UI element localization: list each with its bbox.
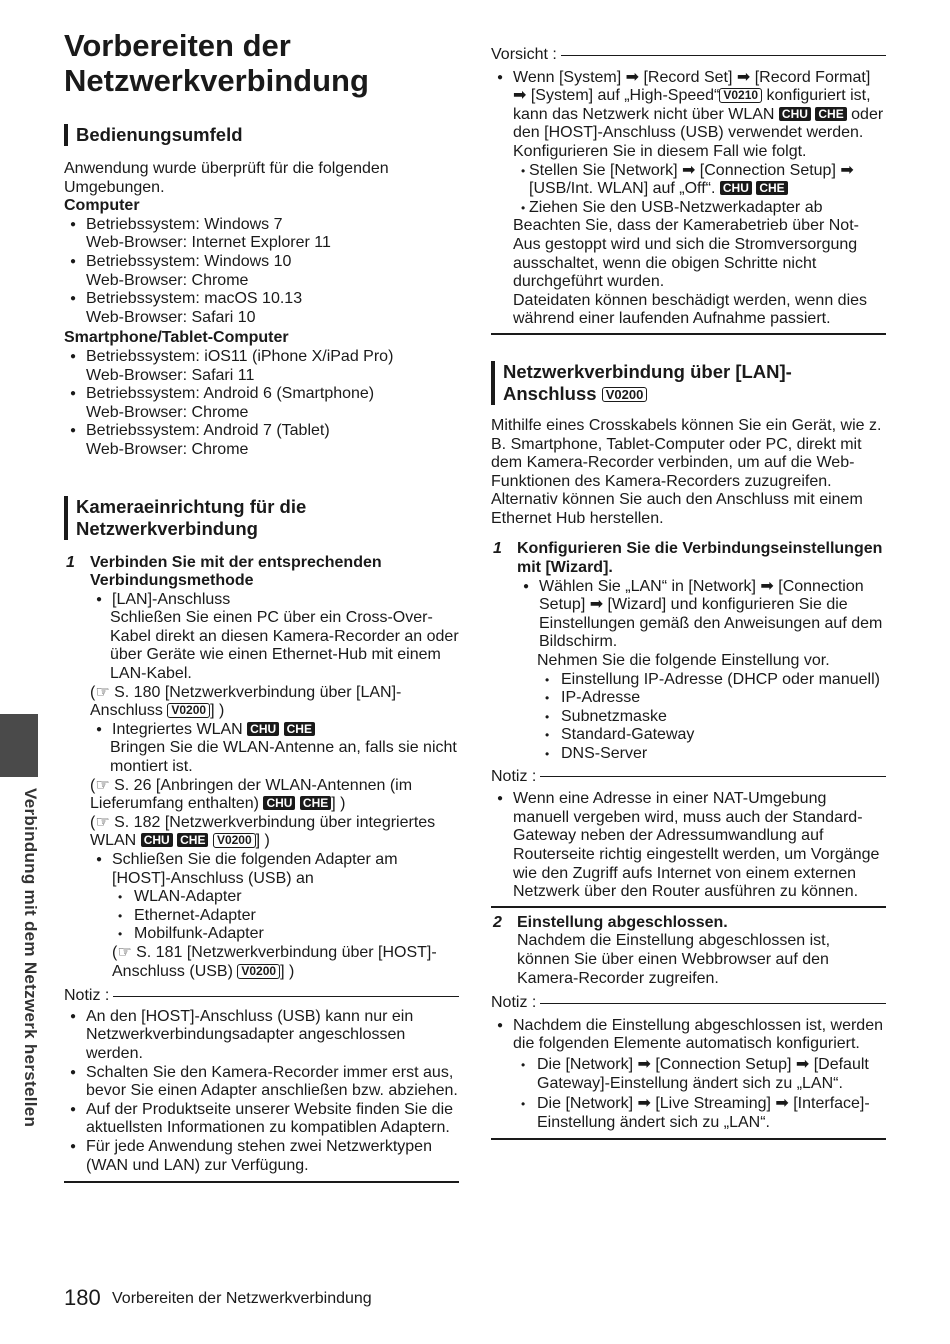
list-item: ● Betriebssystem: macOS 10.13 Web-Browser: Safari 10 <box>64 290 459 327</box>
mobile-list <box>64 348 459 460</box>
step-2-text: Nachdem die Einstellung abgeschlossen ist, können Sie über einen Webbrowser auf den Kamera-Recorder zugreifen. <box>517 932 831 987</box>
left-column <box>64 120 459 1183</box>
chu-badge: CHU <box>720 181 752 195</box>
lan-reference[interactable]: (☞ S. 180 [Netzwerkverbindung über [LAN]-Anschluss V0200 ] ) <box>90 683 402 720</box>
lan-intro: Mithilfe eines Crosskabels können Sie ein Gerät, wie z. B. Smartphone, Tablet-Computer oder PC, direkt mit dem Kamera-Recorder verbinden, um auf die Web-Funktionen des Kamera-Recorders zuzugreifen. Alternativ können Sie auch den Anschluss mit einem Ethernet Hub herstellen. <box>491 416 882 527</box>
section-heading-setup: Kameraeinrichtung für die Netzwerkverbindung <box>64 496 346 540</box>
list-item-host: ● Schließen Sie die folgenden Adapter am [HOST]-Anschluss (USB) an <box>90 851 459 888</box>
v0200-badge: V0200 <box>213 833 256 848</box>
step-1: 1 Verbinden Sie mit der entsprechenden Verbindungsmethode <box>66 553 382 590</box>
note-sub-item: • Die [Network] ➡ [Live Streaming] ➡ [Interface]-Einstellung ändert sich zu „LAN“. <box>513 1095 886 1132</box>
che-badge: CHE <box>300 796 331 810</box>
chapter-label: Verbindung mit dem Netzwerk herstellen <box>21 788 40 1128</box>
divider <box>64 1181 459 1183</box>
che-badge: CHE <box>756 181 787 195</box>
wlan-text: Bringen Sie die WLAN-Antenne an, falls sie nicht montiert ist. <box>110 739 457 776</box>
v0200-badge: V0200 <box>602 387 648 402</box>
list-item: ● Betriebssystem: Android 7 (Tablet) Web-Browser: Chrome <box>64 422 459 459</box>
caution-item: ● Wenn [System] ➡ [Record Set] ➡ [Record Format] ➡ [System] auf „High-Speed“ V0210 konfiguriert ist, kann das Netzwerk nicht über WLAN CHU CHE oder den [HOST]-Anschluss (USB) verwendet werden. Konfigurieren Sie in diesem Fall wie folgt. <box>491 69 886 162</box>
setting-item: • Standard-Gateway <box>537 726 886 745</box>
caution-sub-item: • Ziehen Sie den USB-Netzwerkadapter ab <box>513 199 886 218</box>
notiz-heading: Notiz : <box>491 994 886 1013</box>
wlan-reference-1[interactable]: (☞ S. 26 [Anbringen der WLAN-Antennen (im Lieferumfang enthalten) CHU CHE ] ) <box>90 776 413 813</box>
che-badge: CHE <box>815 107 846 121</box>
note-item: ● Wenn eine Adresse in einer NAT-Umgebung manuell vergeben wird, muss auch der Standard-Gateway neben der Adressumwandlung auf Routerseite richtig eingestellt werden, um Vorgänge wie den Zugriff aufs Internet von einem externen Netzwerk über den Router ausführen zu können. <box>491 790 886 902</box>
step-number: 2 <box>493 913 502 931</box>
chapter-tab <box>0 714 38 777</box>
chu-badge: CHU <box>141 833 173 847</box>
footer-title: Vorbereiten der Netzwerkverbindung <box>112 1290 372 1307</box>
divider <box>491 1138 886 1140</box>
wizard-item: ● Wählen Sie „LAN“ in [Network] ➡ [Connection Setup] ➡ [Wizard] und konfigurieren Sie die Einstellungen gemäß den Anweisungen auf dem Bildschirm. <box>517 578 886 652</box>
setting-item: • DNS-Server <box>537 745 886 764</box>
step-number: 1 <box>493 540 502 558</box>
setting-item: • Subnetzmaske <box>537 708 886 727</box>
note-sub-item: • Die [Network] ➡ [Connection Setup] ➡ [Default Gateway]-Einstellung ändert sich zu „LAN“. <box>513 1056 886 1093</box>
list-item: ● Betriebssystem: Windows 7 Web-Browser: Internet Explorer 11 <box>64 216 459 253</box>
page-number: 180 <box>64 1285 101 1310</box>
divider <box>491 906 886 908</box>
note-item: ● An den [HOST]-Anschluss (USB) kann nur ein Netzwerkverbindungsadapter angeschlossen werden. <box>64 1008 459 1064</box>
list-item-lan: ● [LAN]-Anschluss <box>90 591 459 610</box>
adapter-item: • Ethernet-Adapter <box>110 907 459 926</box>
v0200-badge: V0200 <box>167 703 210 718</box>
mobile-label: Smartphone/Tablet-Computer <box>64 329 289 347</box>
v0200-badge: V0200 <box>237 964 280 979</box>
notiz-heading: Notiz : <box>491 768 886 787</box>
step-1: 1 Konfigurieren Sie die Verbindungseinstellungen mit [Wizard]. <box>493 540 883 577</box>
step-number: 1 <box>66 553 75 571</box>
caution-after-2: Dateidaten können beschädigt werden, wenn dies während einer laufenden Aufnahme passiert. <box>513 291 868 328</box>
host-reference[interactable]: (☞ S. 181 [Netzwerkverbindung über [HOST]-Anschluss (USB) V0200 ] ) <box>112 943 437 980</box>
notiz-heading: Notiz : <box>64 987 459 1006</box>
section-heading-environment: Bedienungsumfeld <box>64 124 459 146</box>
environment-intro: Anwendung wurde überprüft für die folgenden Umgebungen. <box>64 160 389 196</box>
chu-badge: CHU <box>779 107 811 121</box>
list-item: ● Betriebssystem: Windows 10 Web-Browser: Chrome <box>64 253 459 290</box>
right-column <box>491 46 886 1140</box>
che-badge: CHE <box>177 833 208 847</box>
vorsicht-heading: Vorsicht : <box>491 46 886 65</box>
page-title: Vorbereiten der Netzwerkverbindung <box>64 28 369 98</box>
setting-item: • Einstellung IP-Adresse (DHCP oder manuell) <box>537 671 886 690</box>
note-item: ● Auf der Produktseite unserer Website finden Sie die aktuellsten Informationen zu kompatiblen Adaptern. <box>64 1101 459 1138</box>
notes-list <box>64 1008 459 1175</box>
note-item: ● Für jede Anwendung stehen zwei Netzwerktypen (WAN und LAN) zur Verfügung. <box>64 1138 459 1175</box>
chu-badge: CHU <box>247 722 279 736</box>
divider <box>491 333 886 335</box>
v0210-badge: V0210 <box>719 88 762 103</box>
caution-sub-item: • Stellen Sie [Network] ➡ [Connection Setup] ➡ [USB/Int. WLAN] auf „Off“. CHU CHE <box>513 162 886 199</box>
chu-badge: CHU <box>263 796 295 810</box>
setting-item: • IP-Adresse <box>537 689 886 708</box>
computer-list <box>64 216 459 328</box>
list-item: ● Betriebssystem: Android 6 (Smartphone) Web-Browser: Chrome <box>64 385 459 422</box>
adapter-item: • Mobilfunk-Adapter <box>110 925 459 944</box>
wizard-text-2: Nehmen Sie die folgende Einstellung vor. <box>537 652 830 670</box>
computer-label: Computer <box>64 197 140 215</box>
wlan-reference-2[interactable]: (☞ S. 182 [Netzwerkverbindung über integriertes WLAN CHU CHE V0200 ] ) <box>90 813 436 850</box>
caution-after: Beachten Sie, dass der Kamerabetrieb über Not-Aus gestoppt wird und sich die Stromversorgung ausschaltet, wenn die obigen Schritte nicht durchgeführt wurden. <box>513 217 859 291</box>
section-heading-lan: Netzwerkverbindung über [LAN]-Anschluss V0200 <box>491 361 843 405</box>
list-item-wlan: ● Integriertes WLAN CHU CHE <box>90 721 459 740</box>
lan-text: Schließen Sie einen PC über ein Cross-Over-Kabel direkt an diesen Kamera-Recorder an oder über Geräte wie einen Ethernet-Hub mit einem LAN-Kabel. <box>110 609 459 683</box>
note-item: ● Schalten Sie den Kamera-Recorder immer erst aus, bevor Sie einen Adapter anschließen bzw. abziehen. <box>64 1064 459 1101</box>
che-badge: CHE <box>284 722 315 736</box>
adapter-item: • WLAN-Adapter <box>110 888 459 907</box>
step-2: 2 Einstellung abgeschlossen. <box>493 913 728 931</box>
note-item: ● Nachdem die Einstellung abgeschlossen ist, werden die folgenden Elemente automatisch konfiguriert. <box>491 1017 886 1054</box>
list-item: ● Betriebssystem: iOS11 (iPhone X/iPad Pro) Web-Browser: Safari 11 <box>64 348 459 385</box>
